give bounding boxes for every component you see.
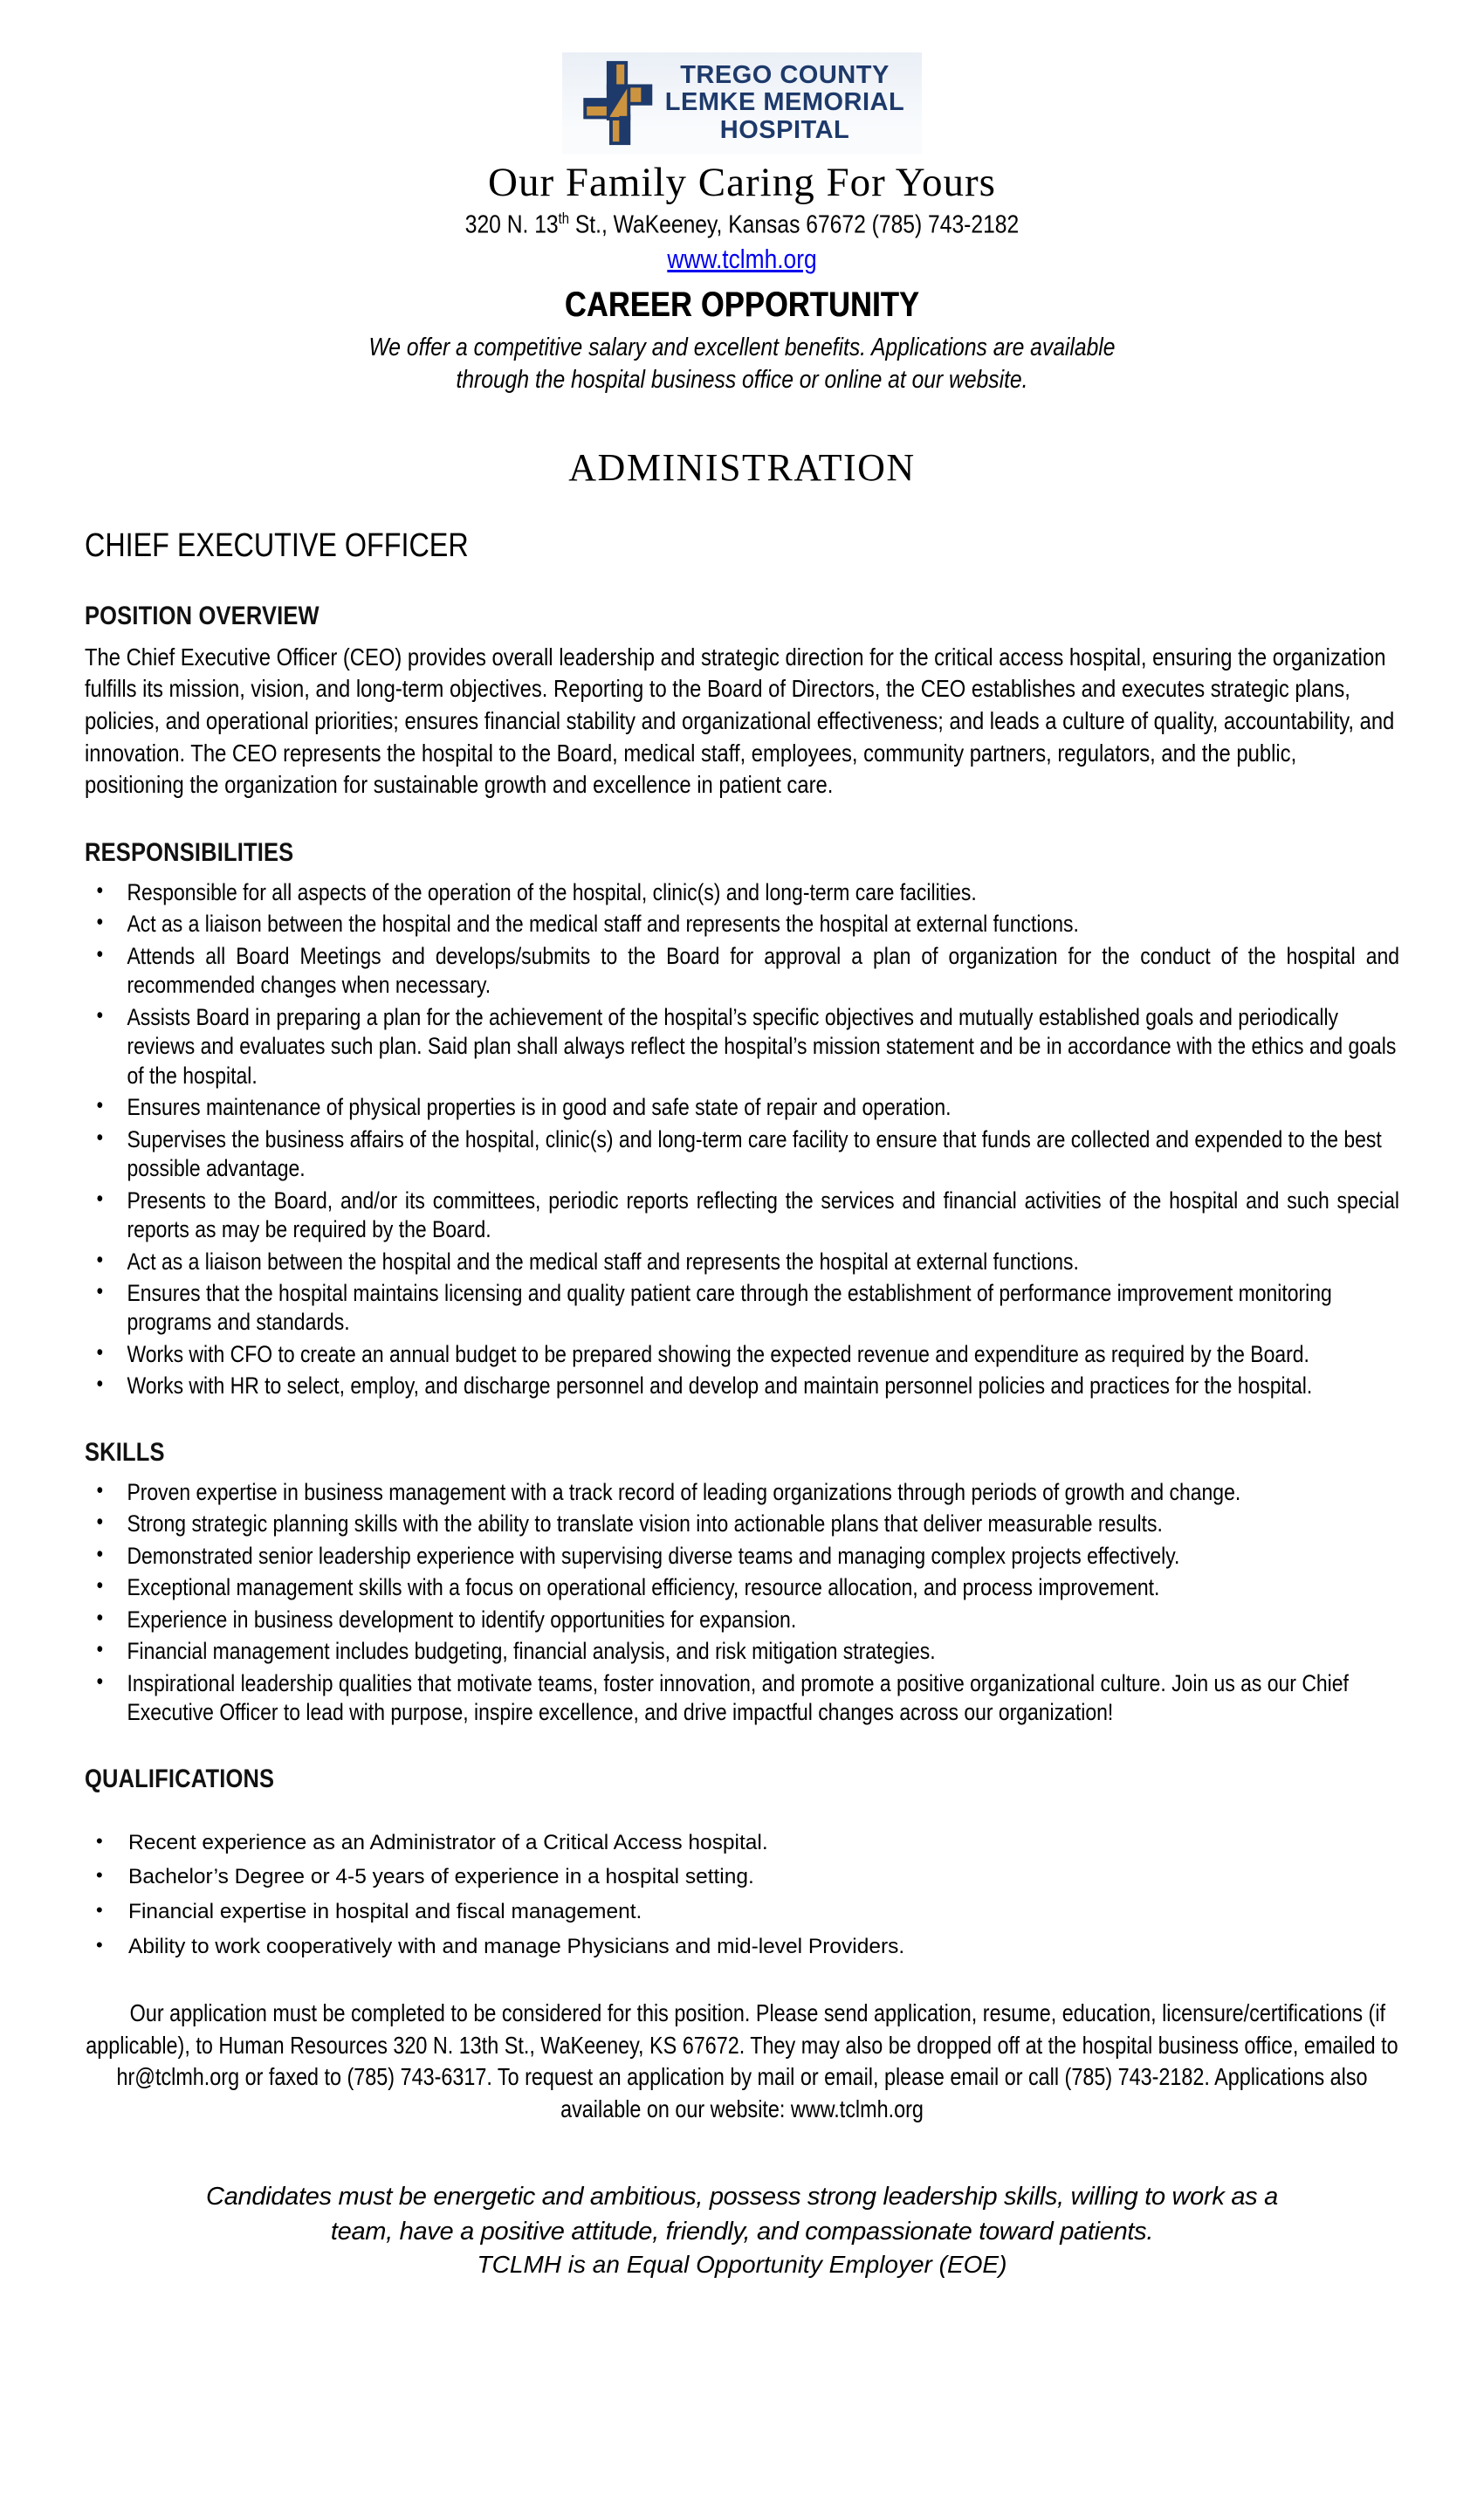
job-sections [85,602,1399,1961]
bullet-item [85,1829,1399,1857]
website-link[interactable]: www.tclmh.org [667,243,817,274]
hospital-name-line: LEMKE MEMORIAL [664,88,905,117]
bullet-item [85,1863,1399,1891]
bullet-text: Demonstrated senior leadership experience with supervising diverse teams and managing complex projects effectively. [127,1542,1180,1569]
bullet-dot-icon: • [96,1339,104,1365]
bullet-item [85,1003,1399,1090]
bullet-text: Inspirational leadership qualities that motivate teams, foster innovation, and promote a positive organizational culture. Join us as our Chief Executive Officer to lead with purpose, inspire excellence, and drive impactful changes across our organization! [127,1669,1349,1726]
bullet-dot-icon: • [96,1247,104,1272]
application-instructions: Our application must be completed to be considered for this position. Please send application, resume, education, licensure/certifications (if applicable), to Human Resources 320 N. 13th St., WaKeeney, KS 67672. They may also be dropped off at the hospital business office, emailed to hr@tclmh.org or faxed to (785) 743-6317. To request an application by mail or email, please email or call (785) 743-2182. Applications also available on our website: www.tclmh.org [86,1998,1398,2122]
bullet-item [85,1542,1399,1571]
hospital-name-line: TREGO COUNTY [680,61,890,90]
bullet-text: Proven expertise in business management with a track record of leading organizations through periods of growth and change. [127,1478,1241,1505]
eoe-statement: TCLMH is an Equal Opportunity Employer (EOE) [477,2251,1007,2279]
bullet-item [85,910,1399,939]
bullet-item [85,1093,1399,1122]
section-skills [85,1438,1399,1728]
bullet-dot-icon: • [96,1899,103,1922]
bullet-item [85,1478,1399,1507]
bullet-item [85,878,1399,907]
bullet-item [85,1340,1399,1369]
bullet-text: Recent experience as an Administrator of a Critical Access hospital. [128,1830,768,1854]
bullet-text: Attends all Board Meetings and develops/submits to the Board for approval a plan of organization for the conduct of the hospital and recommended changes when necessary. [127,942,1399,999]
bullet-dot-icon: • [96,1668,104,1694]
bullet-dot-icon: • [96,1637,104,1662]
bullet-dot-icon: • [96,1093,104,1118]
hospital-name [665,62,904,144]
bullet-text: Act as a liaison between the hospital and the medical staff and represents the hospital at external functions. [127,911,1079,938]
bullet-text: Exceptional management skills with a focus on operational efficiency, resource allocation, and process improvement. [127,1574,1160,1601]
bullet-text: Financial expertise in hospital and fiscal management. [128,1900,642,1924]
hospital-cross-icon [580,58,655,148]
bullet-text: Responsible for all aspects of the operation of the hospital, clinic(s) and long-term care facilities. [127,878,977,905]
bullet-dot-icon: • [96,1278,104,1304]
bullet-dot-icon: • [96,910,104,935]
bullet-text: Strong strategic planning skills with the ability to translate vision into actionable plans that deliver measurable results. [127,1510,1163,1537]
bullet-text: Works with CFO to create an annual budget to be prepared showing the expected revenue and expenditure as required by the Board. [127,1340,1309,1367]
section-paragraph: The Chief Executive Officer (CEO) provides overall leadership and strategic direction for the critical access hospital, ensuring the organization fulfills its mission, vision, and long-term objectives. Reporting to the Board of Directors, the CEO establishes and executes strategic plans, policies, and operational priorities; ensures financial stability and organizational effectiveness; and leads a culture of quality, accountability, and innovation. The CEO represents the hospital to the Board, medical staff, employees, community partners, regulators, and the public, positioning the organization for sustainable growth and excellence in patient care. [85,643,1395,799]
candidate-note: Candidates must be energetic and ambitious, possess strong leadership skills, willing to work as a team, have a positive attitude, friendly, and compassionate toward patients. [206,2183,1278,2246]
job-posting-page [0,52,1484,2279]
intro-text-wrap [85,332,1399,396]
bullet-dot-icon: • [96,1934,103,1957]
section-heading: QUALIFICATIONS [85,1764,275,1793]
bullet-text: Ability to work cooperatively with and manage Physicians and mid-level Providers. [128,1935,905,1959]
bullet-dot-icon: • [96,1541,104,1566]
section-qualifications [85,1764,1399,1961]
bullet-item [85,1898,1399,1926]
section-heading: POSITION OVERVIEW [85,601,319,630]
bullet-dot-icon: • [96,1477,104,1503]
ordinal-suffix: th [558,210,569,228]
bullet-text: Works with HR to select, employ, and discharge personnel and develop and maintain personnel policies and practices for the hospital. [127,1372,1313,1400]
bullet-text: Financial management includes budgeting, financial analysis, and risk mitigation strategies. [127,1638,936,1665]
hospital-name-line: HOSPITAL [719,115,850,144]
bullet-item [85,1510,1399,1538]
bullet-dot-icon: • [96,1125,104,1150]
section-position-overview [85,602,1399,801]
bullet-item [85,1279,1399,1338]
bullet-list [85,1478,1399,1728]
bullet-dot-icon: • [96,1605,104,1630]
bullet-text: Supervises the business affairs of the hospital, clinic(s) and long-term care facility to ensure that funds are collected and expended to the best possible advantage. [127,1125,1382,1182]
bullet-dot-icon: • [96,877,104,903]
bullet-text: Ensures maintenance of physical properties is in good and safe state of repair and operation. [127,1094,952,1121]
bullet-item [85,1669,1399,1728]
bullet-text: Experience in business development to identify opportunities for expansion. [127,1606,797,1633]
bullet-item [85,1125,1399,1184]
website-row [85,244,1399,275]
bullet-item [85,1248,1399,1276]
bullet-dot-icon: • [96,941,104,966]
bullet-dot-icon: • [96,1864,103,1887]
bullet-text: Bachelor’s Degree or 4-5 years of experience in a hospital setting. [128,1865,754,1889]
job-title: CHIEF EXECUTIVE OFFICER [85,526,469,564]
bullet-dot-icon: • [96,1510,104,1535]
hospital-address: 320 N. 13th St., WaKeeney, Kansas 67672 (785) 743-2182 [464,210,1020,239]
bullet-dot-icon: • [96,1573,104,1599]
bullet-item [85,1573,1399,1602]
bullet-text: Ensures that the hospital maintains licensing and quality patient care through the establishment of performance improvement monitoring programs and standards. [127,1279,1332,1336]
hospital-logo [562,52,922,154]
bullet-item [85,942,1399,1001]
bullet-item [85,1372,1399,1400]
bullet-item [85,1606,1399,1634]
bullet-item [85,1187,1399,1245]
career-opportunity-heading: CAREER OPPORTUNITY [564,285,920,324]
bullet-dot-icon: • [96,1002,104,1028]
section-heading: RESPONSIBILITIES [85,837,294,867]
bullet-list [85,878,1399,1401]
department-heading: ADMINISTRATION [568,445,916,489]
bullet-list [85,1829,1399,1961]
bullet-item [85,1933,1399,1961]
bullet-text: Assists Board in preparing a plan for the achievement of the hospital’s specific objectives and mutually established goals and periodically reviews and evaluates such plan. Said plan shall always reflect the hospital’s mission statement and be in accordance with the ethics and goals of the hospital. [127,1003,1397,1089]
hospital-tagline: Our Family Caring For Yours [488,160,996,205]
bullet-item [85,1637,1399,1666]
bullet-dot-icon: • [96,1186,104,1211]
section-heading: SKILLS [85,1437,165,1467]
intro-text: We offer a competitive salary and excellent benefits. Applications are available through the hospital business office or online at our website. [368,333,1116,394]
bullet-text: Presents to the Board, and/or its committees, periodic reports reflecting the services and financial activities of the hospital and such special reports as may be required by the Board. [127,1187,1399,1243]
bullet-text: Act as a liaison between the hospital and the medical staff and represents the hospital at external functions. [127,1248,1079,1275]
bullet-dot-icon: • [96,1829,103,1852]
bullet-dot-icon: • [96,1372,104,1397]
section-responsibilities [85,838,1399,1401]
